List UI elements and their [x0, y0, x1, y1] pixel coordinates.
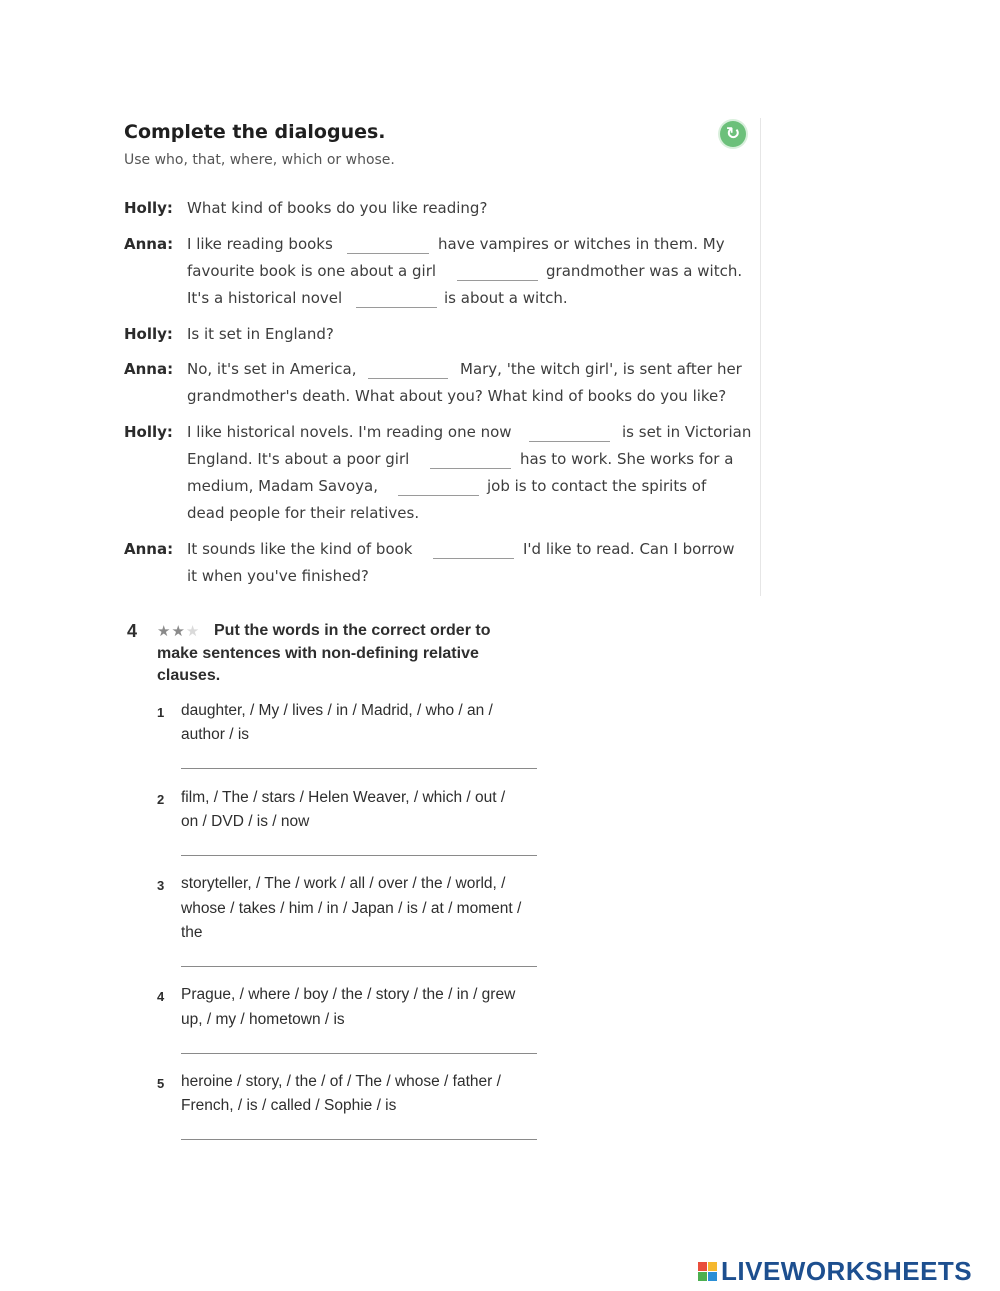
- exercise-title: Complete the dialogues.: [124, 121, 386, 143]
- logo-block: [698, 1272, 707, 1281]
- speaker-label: Anna:: [124, 540, 174, 558]
- item-number: 2: [157, 792, 165, 807]
- exercise-heading-line: Put the words in the correct order to: [214, 622, 491, 639]
- answer-blank-6[interactable]: [430, 448, 511, 469]
- dialogue-text: have vampires or witches in them. My: [438, 235, 725, 253]
- answer-blank-1[interactable]: [347, 233, 429, 254]
- item-words: French, / is / called / Sophie / is: [181, 1097, 397, 1114]
- item-words: whose / takes / him / in / Japan / is / at / moment /: [181, 900, 522, 917]
- dialogue-text: It sounds like the kind of book: [187, 540, 413, 558]
- dialogue-text: has to work. She works for a: [520, 450, 734, 468]
- exercise-heading-line: clauses.: [157, 667, 221, 684]
- answer-blank-8[interactable]: [433, 538, 514, 559]
- difficulty-stars: [157, 622, 200, 640]
- brand-name: LIVEWORKSHEETS: [721, 1256, 973, 1286]
- dialogue-text: grandmother was a witch.: [546, 262, 743, 280]
- logo-block: [698, 1262, 707, 1271]
- exercise-instruction: Use who, that, where, which or whose.: [124, 152, 395, 168]
- item-words: daughter, / My / lives / in / Madrid, / who / an /: [181, 702, 493, 719]
- item-words: the: [181, 924, 203, 941]
- speaker-label: Anna:: [124, 235, 174, 253]
- dialogue-text: England. It's about a poor girl: [187, 450, 410, 468]
- item-words: Prague, / where / boy / the / story / the / in / grew: [181, 986, 516, 1003]
- dialogue-text: I like historical novels. I'm reading one now: [187, 423, 512, 441]
- item-words: heroine / story, / the / of / The / whose / father /: [181, 1073, 501, 1090]
- dialogue-text: it when you've finished?: [187, 567, 369, 585]
- speaker-label: Anna:: [124, 360, 174, 378]
- star-icon: ★: [171, 623, 186, 640]
- dialogue-text: medium, Madam Savoya,: [187, 477, 379, 495]
- speaker-label: Holly:: [124, 325, 173, 343]
- item-number: 5: [157, 1076, 165, 1091]
- dialogue-text: is about a witch.: [444, 289, 568, 307]
- dialogue-text: No, it's set in America,: [187, 360, 357, 378]
- item-number: 3: [157, 878, 165, 893]
- star-icon: ★: [157, 623, 172, 640]
- answer-blank-2[interactable]: [457, 260, 538, 281]
- item-words: up, / my / hometown / is: [181, 1011, 345, 1028]
- item-words: author / is: [181, 726, 250, 743]
- answer-blank-5[interactable]: [529, 421, 610, 442]
- speaker-label: Holly:: [124, 423, 173, 441]
- dialogue-text: job is to contact the spirits of: [487, 477, 707, 495]
- speaker-label: Holly:: [124, 199, 173, 217]
- answer-line-5[interactable]: [181, 1119, 537, 1140]
- item-number: 1: [157, 705, 165, 720]
- dialogue-text: grandmother's death. What about you? What kind of books do you like?: [187, 387, 727, 405]
- dialogue-text: dead people for their relatives.: [187, 504, 420, 522]
- exercise-heading-line: make sentences with non-defining relative: [157, 645, 479, 662]
- item-words: storyteller, / The / work / all / over / the / world, /: [181, 875, 506, 892]
- dialogue-text: Is it set in England?: [187, 325, 334, 343]
- item-words: film, / The / stars / Helen Weaver, / which / out /: [181, 789, 506, 806]
- logo-block: [708, 1272, 717, 1281]
- divider: [760, 118, 761, 596]
- exercise-number: 4: [127, 621, 138, 641]
- answer-blank-4[interactable]: [368, 358, 448, 379]
- reset-icon[interactable]: ↻: [720, 121, 746, 147]
- liveworksheets-logo: [698, 1256, 972, 1287]
- dialogue-text: favourite book is one about a girl: [187, 262, 437, 280]
- answer-line-1[interactable]: [181, 748, 537, 769]
- dialogue-text: is set in Victorian: [622, 423, 752, 441]
- item-number: 4: [157, 989, 165, 1004]
- star-icon: ★: [185, 623, 201, 640]
- item-words: on / DVD / is / now: [181, 813, 310, 830]
- dialogue-text: It's a historical novel: [187, 289, 343, 307]
- dialogue-text: I'd like to read. Can I borrow: [523, 540, 735, 558]
- dialogue-text: I like reading books: [187, 235, 333, 253]
- answer-line-4[interactable]: [181, 1033, 537, 1054]
- answer-line-3[interactable]: [181, 946, 537, 967]
- dialogue-text: Mary, 'the witch girl', is sent after her: [460, 360, 742, 378]
- dialogue-text: What kind of books do you like reading?: [187, 199, 488, 217]
- answer-blank-7[interactable]: [398, 475, 479, 496]
- answer-blank-3[interactable]: [356, 287, 437, 308]
- answer-line-2[interactable]: [181, 835, 537, 856]
- logo-blocks-icon: [698, 1262, 717, 1281]
- logo-block: [708, 1262, 717, 1271]
